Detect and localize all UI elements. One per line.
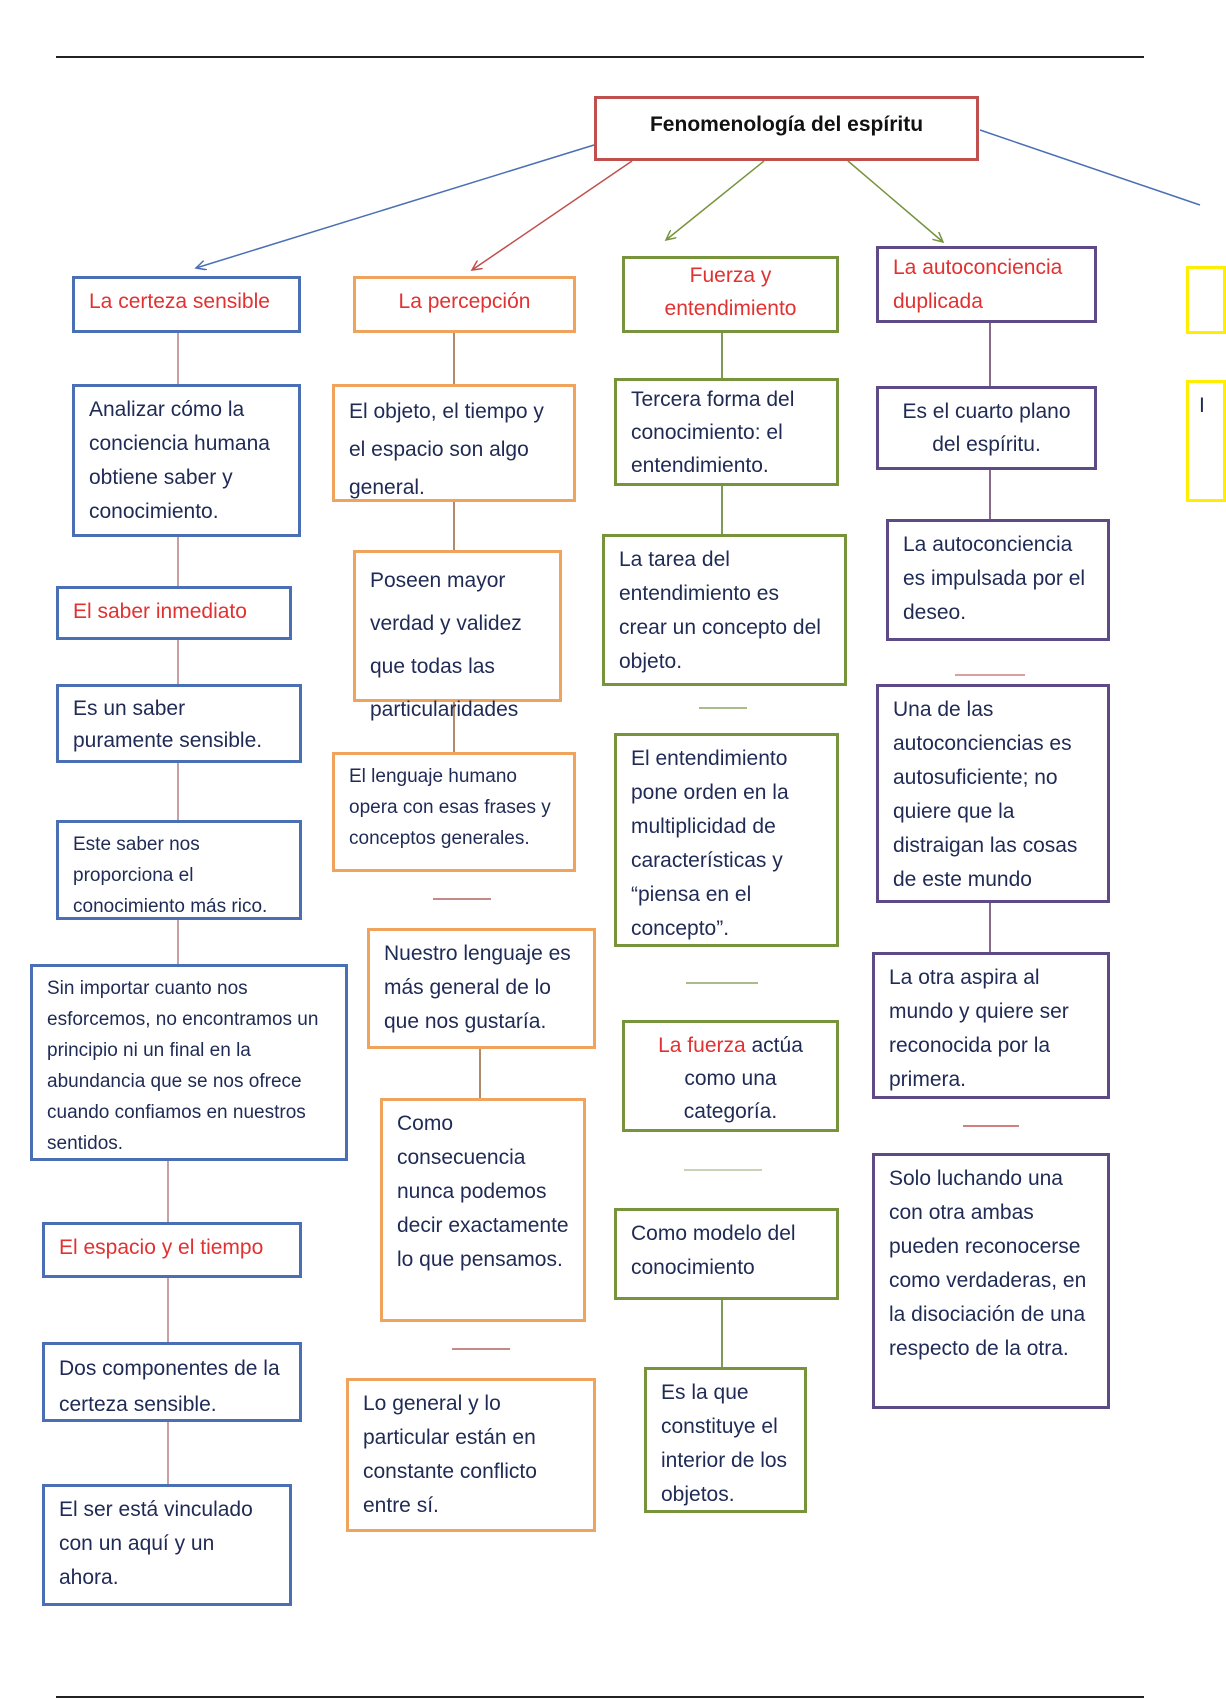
certeza-box-saber-inmediato: El saber inmediato xyxy=(56,586,292,640)
autoconciencia-box-2: La autoconciencia es impulsada por el deseo. xyxy=(886,519,1110,641)
arrow-to-percepcion xyxy=(472,161,632,270)
fuerza-label-rest: actúa como una categoría. xyxy=(683,1034,803,1123)
separator-dash xyxy=(686,982,758,984)
separator-dash xyxy=(684,1169,762,1171)
offpage-header-box xyxy=(1186,266,1226,334)
header-autoconciencia-duplicada: La autoconciencia duplicada xyxy=(876,246,1097,323)
percepcion-box-5: Como consecuencia nunca podemos decir exactamente lo que pensamos. xyxy=(380,1098,586,1322)
percepcion-box-6: Lo general y lo particular están en constante conflicto entre sí. xyxy=(346,1378,596,1532)
fuerza-box-1: Tercera forma del conocimiento: el entendimiento. xyxy=(614,378,839,486)
fuerza-box-3: El entendimiento pone orden en la multiplicidad de características y “piensa en el concepto”. xyxy=(614,733,839,947)
autoconciencia-box-5: Solo luchando una con otra ambas pueden reconocerse como verdaderas, en la disociación de una respecto de la otra. xyxy=(872,1153,1110,1409)
certeza-box-5: Sin importar cuanto nos esforcemos, no encontramos un principio ni un final en la abundancia que se nos ofrece cuando confiamos en nuestros sentidos. xyxy=(30,964,348,1161)
percepcion-box-2: Poseen mayor verdad y validez que todas las particularidades xyxy=(353,550,562,702)
arrow-to-fuerza xyxy=(666,161,764,240)
autoconciencia-box-1: Es el cuarto plano del espíritu. xyxy=(876,386,1097,470)
fuerza-box-4 xyxy=(622,1020,839,1132)
certeza-box-4: Este saber nos proporciona el conocimiento más rico. xyxy=(56,820,302,920)
certeza-box-8: El ser está vinculado con un aquí y un ahora. xyxy=(42,1484,292,1606)
fuerza-label-red: La fuerza xyxy=(658,1034,746,1057)
percepcion-box-3: El lenguaje humano opera con esas frases y conceptos generales. xyxy=(332,752,576,872)
certeza-box-espacio-tiempo: El espacio y el tiempo xyxy=(42,1222,302,1278)
fuerza-box-6: Es la que constituye el interior de los objetos. xyxy=(644,1367,807,1513)
title-box: Fenomenología del espíritu xyxy=(594,96,979,161)
arrow-to-offpage xyxy=(980,130,1200,205)
separator-dash xyxy=(452,1348,510,1350)
header-certeza-sensible: La certeza sensible xyxy=(72,276,301,333)
autoconciencia-box-4: La otra aspira al mundo y quiere ser reconocida por la primera. xyxy=(872,952,1110,1099)
separator-dash xyxy=(963,1125,1019,1127)
separator-dash xyxy=(699,707,747,709)
arrow-to-certeza xyxy=(196,145,594,268)
fuerza-box-5: Como modelo del conocimiento xyxy=(614,1208,839,1300)
offpage-box-1: I xyxy=(1186,380,1226,502)
separator-dash xyxy=(433,898,491,900)
header-fuerza-entendimiento: Fuerza y entendimiento xyxy=(622,256,839,333)
certeza-box-3: Es un saber puramente sensible. xyxy=(56,684,302,763)
percepcion-box-4: Nuestro lenguaje es más general de lo que nos gustaría. xyxy=(367,928,596,1049)
autoconciencia-box-3: Una de las autoconciencias es autosuficiente; no quiere que la distraigan las cosas de este mundo xyxy=(876,684,1110,903)
percepcion-box-1: El objeto, el tiempo y el espacio son algo general. xyxy=(332,384,576,502)
certeza-box-7: Dos componentes de la certeza sensible. xyxy=(42,1342,302,1422)
fuerza-box-2: La tarea del entendimiento es crear un concepto del objeto. xyxy=(602,534,847,686)
certeza-box-1: Analizar cómo la conciencia humana obtiene saber y conocimiento. xyxy=(72,384,301,537)
header-percepcion: La percepción xyxy=(353,276,576,333)
separator-dash xyxy=(955,674,1025,676)
arrow-to-autoconciencia xyxy=(848,161,943,242)
